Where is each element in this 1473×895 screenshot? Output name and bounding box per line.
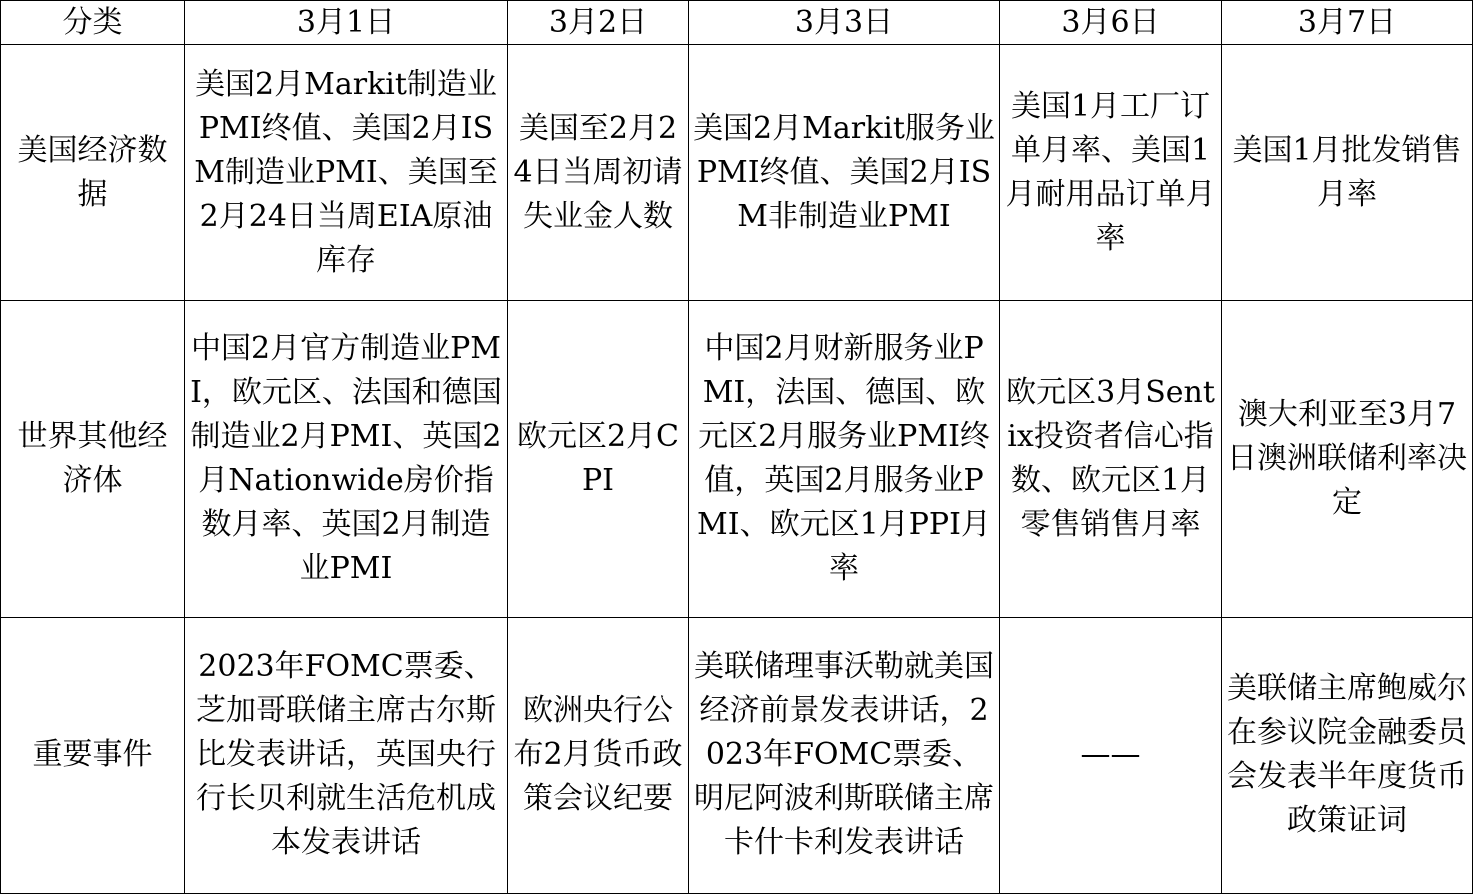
table-row-us-economic-data	[1, 45, 1473, 301]
header-date-mar-2: 3月2日	[508, 1, 689, 45]
table-row-important-events	[1, 617, 1473, 893]
table-cell: 美国2月Markit制造业PMI终值、美国2月ISM制造业PMI、美国至2月24日当周EIA原油库存	[185, 45, 508, 301]
header-category: 分类	[1, 1, 185, 45]
table-cell: 中国2月官方制造业PMI，欧元区、法国和德国制造业2月PMI、英国2月Nationwide房价指数月率、英国2月制造业PMI	[185, 301, 508, 617]
table-cell: 美国2月Markit服务业PMI终值、美国2月ISM非制造业PMI	[689, 45, 1000, 301]
table-cell: 美国至2月24日当周初请失业金人数	[508, 45, 689, 301]
row-category-label: 重要事件	[1, 617, 185, 893]
table-cell: 欧洲央行公布2月货币政策会议纪要	[508, 617, 689, 893]
header-date-mar-7: 3月7日	[1222, 1, 1473, 45]
table-cell: 中国2月财新服务业PMI，法国、德国、欧元区2月服务业PMI终值，英国2月服务业PMI、欧元区1月PPI月率	[689, 301, 1000, 617]
table-cell: 欧元区3月Sentix投资者信心指数、欧元区1月零售销售月率	[1000, 301, 1222, 617]
table-cell-empty-dash: ——	[1000, 617, 1222, 893]
table-cell: 美国1月工厂订单月率、美国1月耐用品订单月率	[1000, 45, 1222, 301]
row-category-label: 世界其他经济体	[1, 301, 185, 617]
header-date-mar-6: 3月6日	[1000, 1, 1222, 45]
header-date-mar-1: 3月1日	[185, 1, 508, 45]
row-category-label: 美国经济数据	[1, 45, 185, 301]
table-cell: 美联储理事沃勒就美国经济前景发表讲话，2023年FOMC票委、明尼阿波利斯联储主席卡什卡利发表讲话	[689, 617, 1000, 893]
table-cell: 美国1月批发销售月率	[1222, 45, 1473, 301]
header-row	[1, 1, 1473, 45]
table-cell: 美联储主席鲍威尔在参议院金融委员会发表半年度货币政策证词	[1222, 617, 1473, 893]
header-date-mar-3: 3月3日	[689, 1, 1000, 45]
table-cell: 澳大利亚至3月7日澳洲联储利率决定	[1222, 301, 1473, 617]
table-row-other-economies	[1, 301, 1473, 617]
table-cell: 2023年FOMC票委、芝加哥联储主席古尔斯比发表讲话，英国央行行长贝利就生活危机成本发表讲话	[185, 617, 508, 893]
table-cell: 欧元区2月CPI	[508, 301, 689, 617]
